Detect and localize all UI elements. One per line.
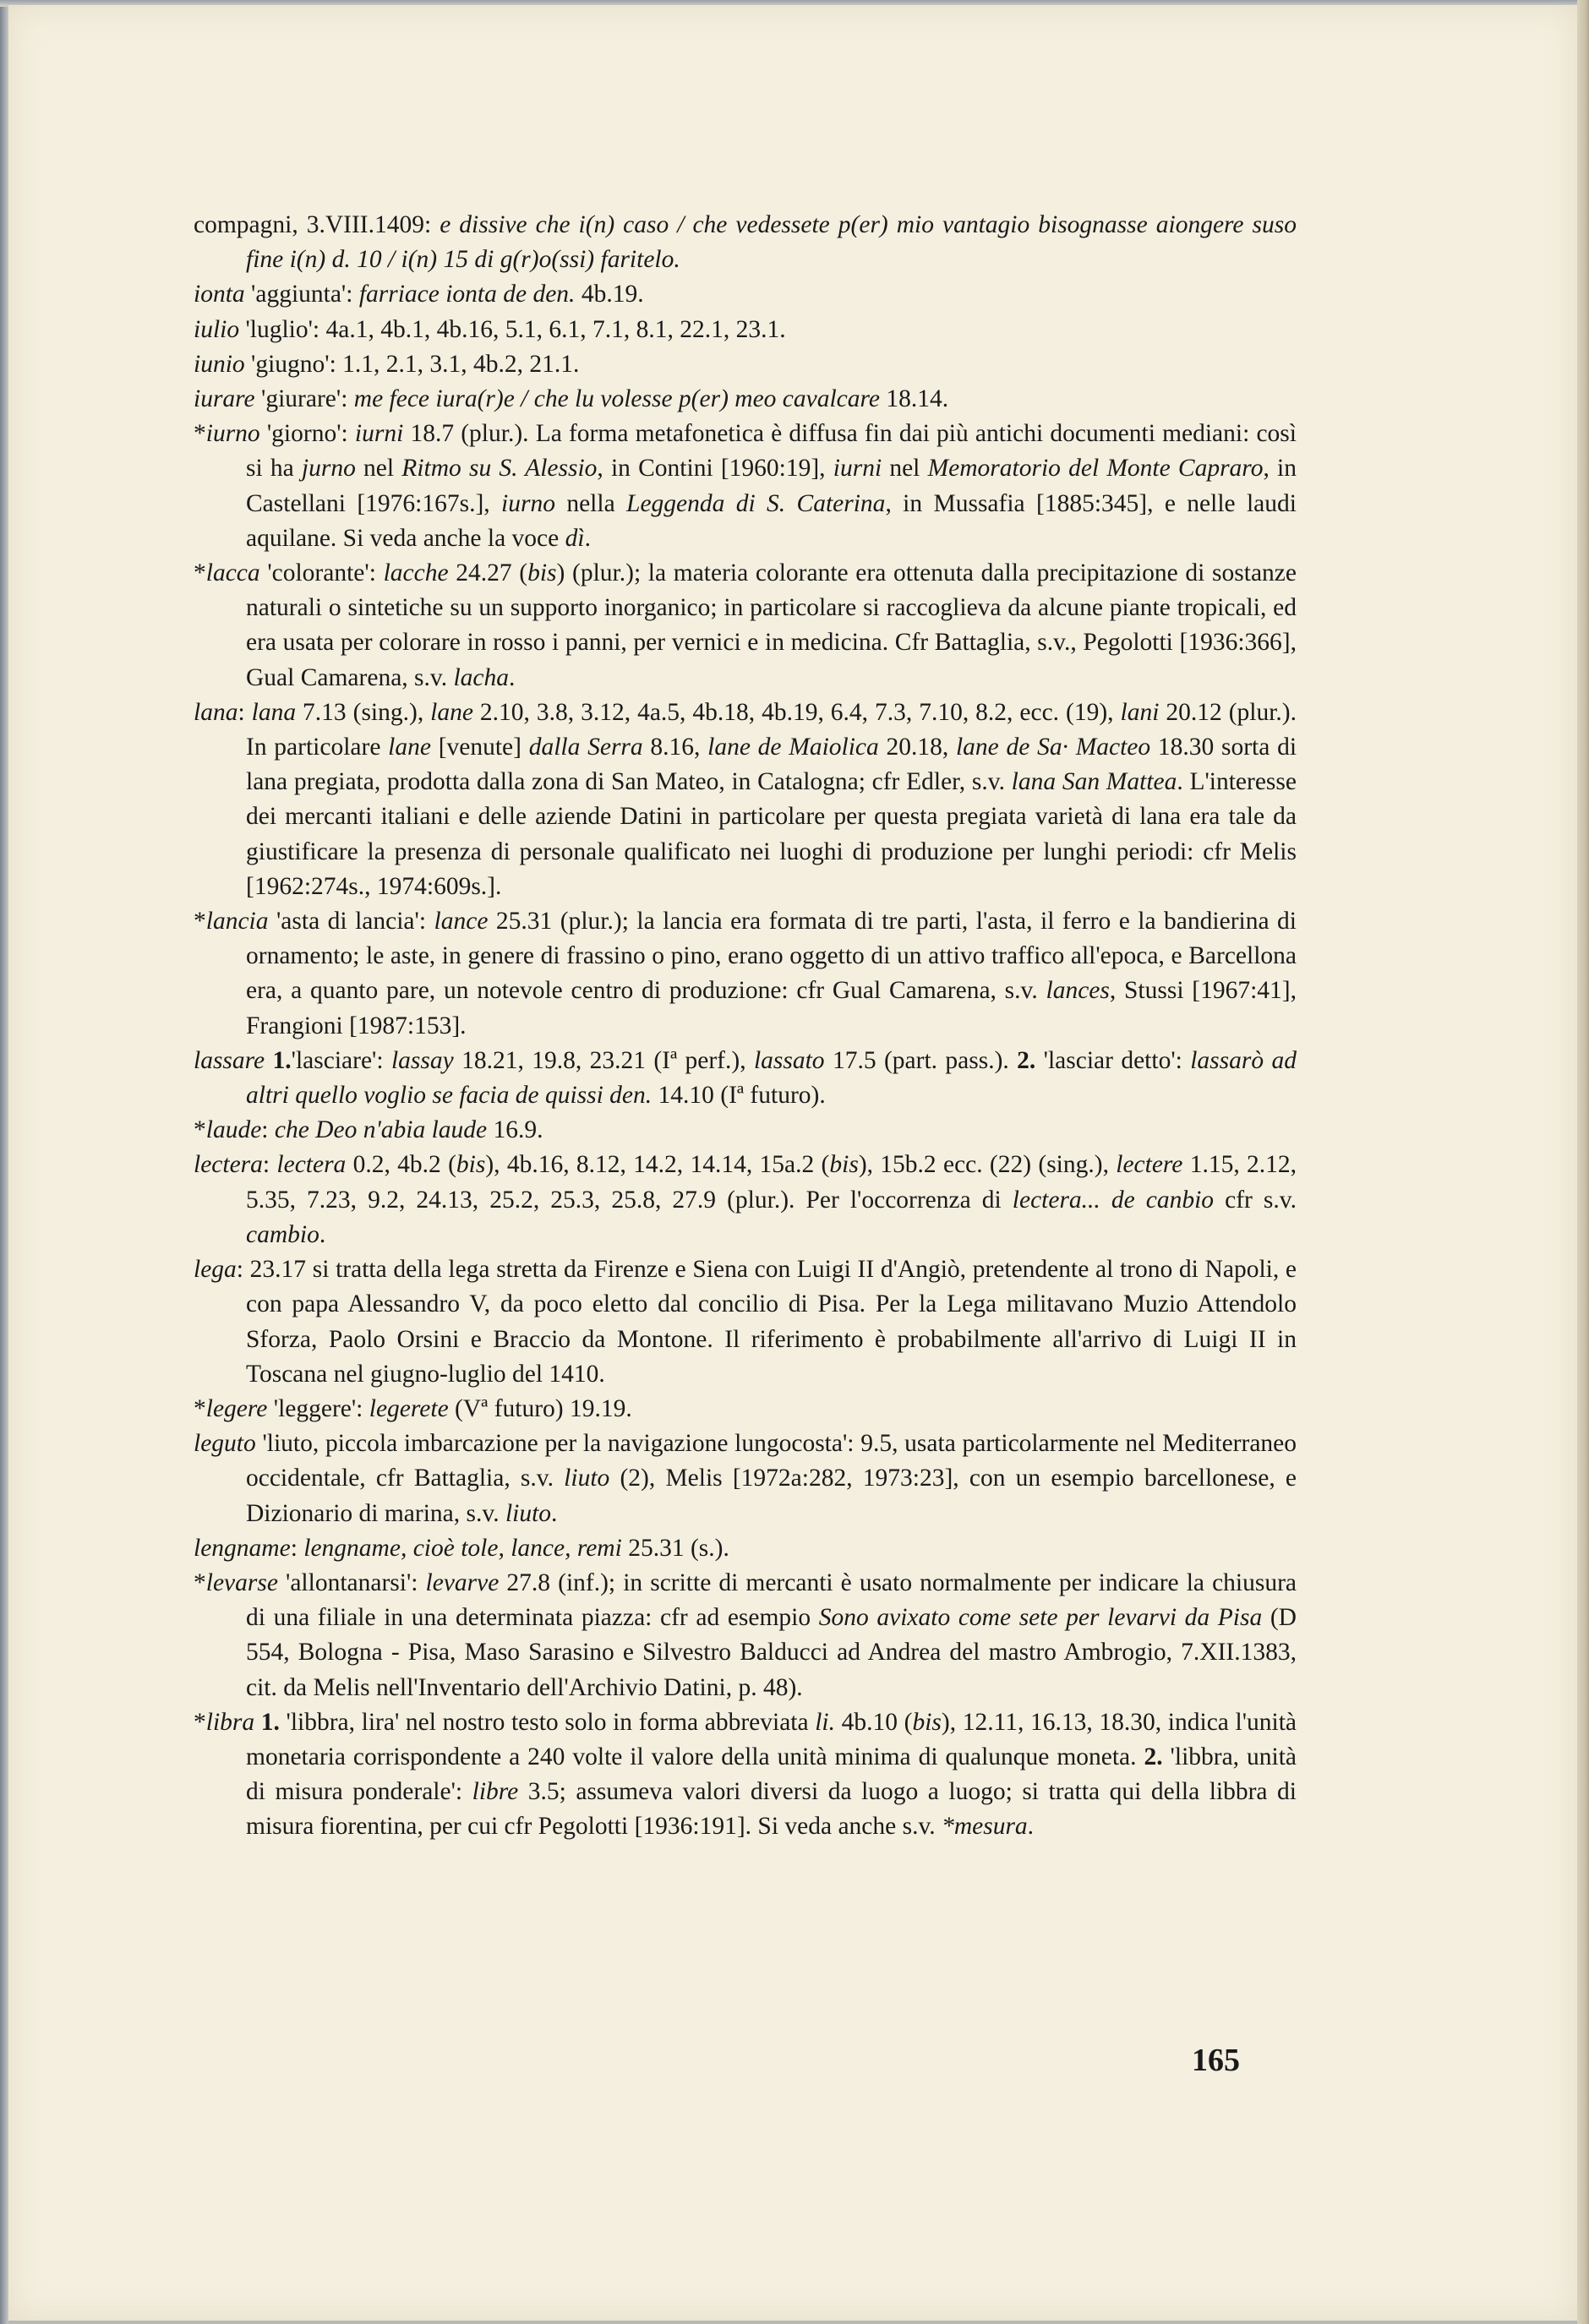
entry-text-segment: .: [319, 1220, 326, 1248]
entry-text-segment: 'lasciare':: [291, 1046, 391, 1074]
entry-text-segment: 0.2, 4b.2 (: [346, 1151, 456, 1179]
entry-text-segment: 'giurare':: [254, 385, 354, 413]
entry-text-segment: cambio: [246, 1220, 319, 1248]
entry-text-segment: 25.31 (plur.); la lancia era formata di tre parti, l'asta, il ferro e la bandierina di ornamento; le aste, in genere di frassino o pino, erano oggetto di un attivo traffico all'epoca, e Barcellona era, a quanto pare, un notevole centro di produzione: cfr Gual Camarena, s.v.: [246, 908, 1297, 1005]
entry-text-segment: jurno: [301, 455, 356, 483]
entry-text-segment: lacha: [453, 663, 510, 691]
entry-text-segment: 4b.19.: [575, 281, 644, 308]
entry-text-segment: Sono avixato come sete per levarvi da Pisa: [818, 1604, 1263, 1632]
glossary-entry-ionta: [194, 277, 1297, 312]
glossary-entry-leguto: [194, 1427, 1297, 1531]
entry-text-segment: lance: [434, 908, 489, 936]
glossary-entry-iunio: [194, 347, 1297, 382]
entry-text-segment: 3.5; assumeva valori diversi da luogo a luogo; si tratta qui della libbra di misura fiorentina, per cui cfr Pegolotti [1936:191]. Si veda anche s.v.: [246, 1778, 1297, 1841]
entry-text-segment: me fece iura(r)e / che lu volesse p(er) meo cavalcare: [353, 385, 881, 413]
entry-text-segment: :: [238, 698, 252, 726]
entry-text-segment: ionta: [194, 281, 245, 308]
entry-text-segment: iurno: [501, 489, 555, 517]
book-page: [8, 5, 1577, 2321]
entry-text-segment: [265, 1047, 272, 1074]
entry-text-segment: *: [194, 908, 206, 936]
entry-text-segment: *: [194, 420, 206, 448]
entry-text-segment: ), 12.11, 16.13, 18.30, indica l'unità monetaria corrispondente a 240 volte il valore della unità minima di qualunque moneta.: [246, 1708, 1297, 1770]
entry-text-segment: liuto: [564, 1465, 610, 1492]
entry-text-segment: [venute]: [430, 734, 529, 761]
entry-text-segment: .: [584, 524, 591, 552]
entry-text-segment: bis: [912, 1708, 942, 1736]
entry-text-segment: *: [194, 1708, 206, 1736]
book-spine-edge: [0, 0, 8, 2324]
entry-text-segment: 8.16,: [642, 734, 708, 761]
entry-text-segment: levarse: [205, 1568, 278, 1596]
entry-text-segment: 2.10, 3.8, 3.12, 4a.5, 4b.18, 4b.19, 6.4, 7.3, 7.10, 8.2, ecc. (19),: [472, 698, 1121, 726]
entry-text-segment: lane: [430, 698, 473, 726]
entry-text-segment: iulio: [194, 315, 240, 343]
entry-text-segment: bis: [527, 559, 557, 587]
entry-text-segment: (D 554, Bologna - Pisa, Maso Sarasino e Silvestro Balducci ad Andrea del mastro Ambrogio, 7.XII.1383, cit. da Melis nell'Inventario dell'Archivio Datini, p. 48).: [246, 1604, 1297, 1701]
entry-text-segment: lega: [194, 1256, 237, 1284]
entry-text-segment: lectera... de canbio: [1012, 1186, 1215, 1214]
entry-text-segment: 'giorno':: [259, 420, 355, 448]
entry-text-segment: bis: [829, 1151, 859, 1179]
glossary-entry-lancia: [194, 904, 1297, 1044]
entry-text-segment: Leggenda di S. Caterina: [626, 489, 886, 517]
entry-text-segment: :: [262, 1151, 277, 1179]
entry-text-segment: ), 4b.16, 8.12, 14.2, 14.14, 15a.2 (: [485, 1151, 830, 1179]
entry-text-segment: . L'interesse dei mercanti italiani e delle aziende Datini in particolare per questa pregiata varietà di lana era tale da giustificare la presenza di personale qualificato nei luoghi di produzione per lunghi periodi: cfr Melis [1962:274s., 1974:609s.].: [246, 768, 1297, 900]
entry-text-segment: legerete: [369, 1394, 449, 1422]
entry-text-segment: 'colorante':: [259, 559, 384, 587]
entry-text-segment: .: [551, 1499, 558, 1527]
glossary-entry-levarse: [194, 1566, 1297, 1705]
entry-text-segment: lassay: [390, 1046, 454, 1074]
entry-text-segment: 20.18,: [878, 734, 956, 761]
entry-text-segment: [254, 1709, 261, 1736]
glossary-entry-lectera: [194, 1148, 1297, 1252]
entry-text-segment: 'asta di lancia':: [268, 908, 434, 936]
entry-text-segment: 1.15, 2.12, 5.35, 7.23, 9.2, 24.13, 25.2, 25.3, 25.8, 27.9 (plur.). Per l'occorrenza di: [246, 1151, 1297, 1214]
entry-text-segment: lectere: [1116, 1151, 1183, 1179]
glossary-entry-compagni: [194, 208, 1297, 277]
entry-text-segment: liuto: [505, 1499, 552, 1527]
entry-text-segment: iurni: [354, 420, 404, 448]
entry-text-segment: *: [194, 1394, 206, 1422]
entry-text-segment: 18.21, 19.8, 23.21 (Iª perf.),: [453, 1046, 754, 1074]
entry-text-segment: lani: [1120, 698, 1160, 726]
entry-text-segment: bis: [456, 1151, 486, 1179]
entry-text-segment: lane de Maiolica: [707, 734, 879, 761]
entry-text-segment: 18.30 sorta di lana pregiata, prodotta dalla zona di San Mateo, in Catalogna; cfr Edler, s.v.: [246, 734, 1297, 796]
entry-text-segment: *: [194, 1568, 206, 1596]
entry-text-segment: iurare: [194, 385, 255, 413]
entry-text-segment: lana San Mattea: [1011, 768, 1177, 796]
entry-text-segment: lane de Sa· Macteo: [955, 734, 1151, 761]
entry-text-segment: dì: [565, 524, 585, 552]
glossary-text: [194, 208, 1297, 1845]
entry-text-segment: laude: [205, 1116, 262, 1144]
glossary-entry-iurare: [194, 382, 1297, 417]
entry-text-segment: *: [194, 1116, 206, 1144]
entry-text-segment: 20.12 (plur.). In particolare: [246, 698, 1297, 761]
glossary-entry-lengname: [194, 1531, 1297, 1566]
entry-text-segment: lectera: [276, 1151, 347, 1179]
entry-text-segment: 'libbra, unità di misura ponderale':: [246, 1743, 1297, 1806]
entry-text-segment: nel: [355, 455, 402, 483]
entry-text-segment: 18.14.: [880, 385, 949, 413]
glossary-entry-libra: [194, 1705, 1297, 1845]
entry-text-segment: nel: [882, 455, 928, 483]
entry-text-segment: Memoratorio del Monte Capraro: [927, 455, 1264, 483]
entry-text-segment: lacca: [205, 559, 260, 587]
entry-text-segment: lancia: [205, 908, 269, 936]
entry-text-segment: 'allontanarsi':: [277, 1568, 426, 1596]
entry-text-segment: Ritmo su S. Alessio: [401, 455, 598, 483]
entry-text-segment: lectera: [194, 1151, 263, 1179]
entry-text-segment: , in Contini [1960:19],: [597, 455, 833, 483]
glossary-entry-iulio: [194, 313, 1297, 347]
page-number: 165: [1192, 2043, 1240, 2078]
entry-text-segment: 'luglio': 4a.1, 4b.1, 4b.16, 5.1, 6.1, 7.1, 8.1, 22.1, 23.1.: [239, 315, 786, 343]
entry-text-segment: ) (plur.); la materia colorante era ottenuta dalla precipitazione di sostanze naturali o sintetiche su un supporto inorganico; in particolare si raccoglieva da alcune piante tropicali, ed era usata per colorare in rosso i panni, per vernici e in medicina. Cfr Battaglia, s.v., Pegolotti [1936:366], Gual Camarena, s.v.: [246, 559, 1297, 691]
entry-text-segment: iunio: [194, 350, 245, 378]
entry-text-segment: *mesura: [942, 1813, 1028, 1841]
entry-text-segment: 1.: [272, 1046, 292, 1074]
entry-text-segment: lances: [1046, 977, 1110, 1005]
entry-text-segment: iurno: [205, 420, 260, 448]
entry-text-segment: :: [290, 1534, 304, 1562]
entry-text-segment: lana: [251, 698, 297, 726]
entry-text-segment: lane: [388, 734, 431, 761]
entry-text-segment: 18.7 (plur.). La forma metafonetica è diffusa fin dai più antichi documenti mediani: così si ha: [246, 420, 1297, 483]
entry-text-segment: lassato: [753, 1046, 825, 1074]
entry-text-segment: libra: [205, 1708, 255, 1736]
entry-text-segment: 'libbra, lira' nel nostro testo solo in forma abbreviata: [279, 1708, 816, 1736]
entry-text-segment: che Deo n'abia laude: [274, 1116, 488, 1144]
entry-text-segment: 1.: [260, 1708, 280, 1736]
entry-text-segment: lengname: [194, 1534, 291, 1562]
entry-text-segment: leguto: [194, 1430, 256, 1458]
entry-text-segment: lassarò ad altri quello voglio se facia de quissi den.: [246, 1046, 1297, 1110]
entry-text-segment: compagni, 3.VIII.1409:: [194, 211, 440, 238]
entry-text-segment: iurni: [833, 455, 882, 483]
entry-text-segment: lana: [194, 698, 238, 726]
entry-text-segment: 'leggere':: [267, 1394, 369, 1422]
entry-text-segment: :: [261, 1116, 275, 1144]
glossary-entry-legere: [194, 1392, 1297, 1427]
entry-text-segment: 'lasciar detto':: [1035, 1046, 1191, 1074]
entry-text-segment: 14.10 (Iª futuro).: [652, 1082, 826, 1110]
entry-text-segment: levarve: [425, 1568, 500, 1596]
entry-text-segment: (2), Melis [1972a:282, 1973:23], con un esempio barcellonese, e Dizionario di marina, s.v.: [246, 1465, 1297, 1527]
entry-text-segment: 'aggiunta':: [244, 281, 359, 308]
entry-text-segment: 2.: [1144, 1743, 1163, 1770]
glossary-entry-laude: [194, 1113, 1297, 1148]
glossary-entry-iurno: [194, 417, 1297, 556]
entry-text-segment: 27.8 (inf.); in scritte di mercanti è usato normalmente per indicare la chiusura di una filiale in una determinata piazza: cfr ad esempio: [246, 1568, 1297, 1632]
entry-text-segment: : 23.17 si tratta della lega stretta da Firenze e Siena con Luigi II d'Angiò, pretendente al trono di Napoli, e con papa Alessandro V, da poco eletto dal concilio di Pisa. Per la Lega militavano Muzio Attendolo Sforza, Paolo Orsini e Braccio da Montone. Il riferimento è probabilmente all'arrivo di Luigi II in Toscana nel giugno-luglio del 1410.: [236, 1256, 1297, 1388]
entry-text-segment: 7.13 (sing.),: [296, 698, 431, 726]
glossary-entry-lega: [194, 1252, 1297, 1392]
glossary-entry-lassare: [194, 1044, 1297, 1113]
entry-text-segment: ), 15b.2 ecc. (22) (sing.),: [858, 1151, 1117, 1179]
entry-text-segment: 17.5 (part. pass.).: [824, 1046, 1018, 1074]
entry-text-segment: .: [1027, 1813, 1035, 1841]
entry-text-segment: , Stussi [1967:41], Frangioni [1987:153].: [246, 977, 1297, 1039]
entry-text-segment: lengname, cioè tole, lance, remi: [303, 1534, 622, 1562]
entry-text-segment: li.: [815, 1708, 836, 1736]
entry-text-segment: (Vª futuro) 19.19.: [448, 1394, 632, 1422]
entry-text-segment: lassare: [194, 1046, 265, 1074]
entry-text-segment: , in Mussafia [1885:345], e nelle laudi aquilane. Si veda anche la voce: [246, 489, 1297, 552]
page-right-edge: [1577, 0, 1589, 2324]
entry-text-segment: farriace ionta de den.: [358, 281, 576, 308]
entry-text-segment: *: [194, 559, 206, 587]
entry-text-segment: 25.31 (s.).: [621, 1534, 729, 1562]
entry-text-segment: dalla Serra: [528, 734, 643, 761]
entry-text-segment: .: [509, 663, 516, 691]
entry-text-segment: 16.9.: [487, 1116, 543, 1144]
entry-text-segment: libre: [472, 1778, 519, 1806]
entry-text-segment: 'giugno': 1.1, 2.1, 3.1, 4b.2, 21.1.: [244, 350, 580, 378]
entry-text-segment: 'liuto, piccola imbarcazione per la navigazione lungocosta': 9.5, usata particolarmente nel Mediterraneo occidentale, cfr Battaglia, s.v.: [246, 1430, 1297, 1492]
entry-text-segment: 24.27 (: [448, 559, 528, 587]
entry-text-segment: 4b.10 (: [835, 1708, 913, 1736]
entry-text-segment: nella: [554, 489, 627, 517]
glossary-entry-lana: [194, 696, 1297, 904]
entry-text-segment: , in Castellani [1976:167s.],: [246, 455, 1297, 517]
entry-text-segment: cfr s.v.: [1214, 1186, 1297, 1214]
entry-text-segment: lacche: [383, 559, 449, 587]
entry-text-segment: 2.: [1017, 1046, 1036, 1074]
entry-text-segment: legere: [205, 1394, 268, 1422]
entry-text-segment: e dissive che i(n) caso / che vedessete p(er) mio vantagio bisognasse aiongere suso fine i(n) d. 10 / i(n) 15 di g(r)o(ssi) faritelo.: [246, 211, 1297, 274]
glossary-entry-lacca: [194, 556, 1297, 696]
